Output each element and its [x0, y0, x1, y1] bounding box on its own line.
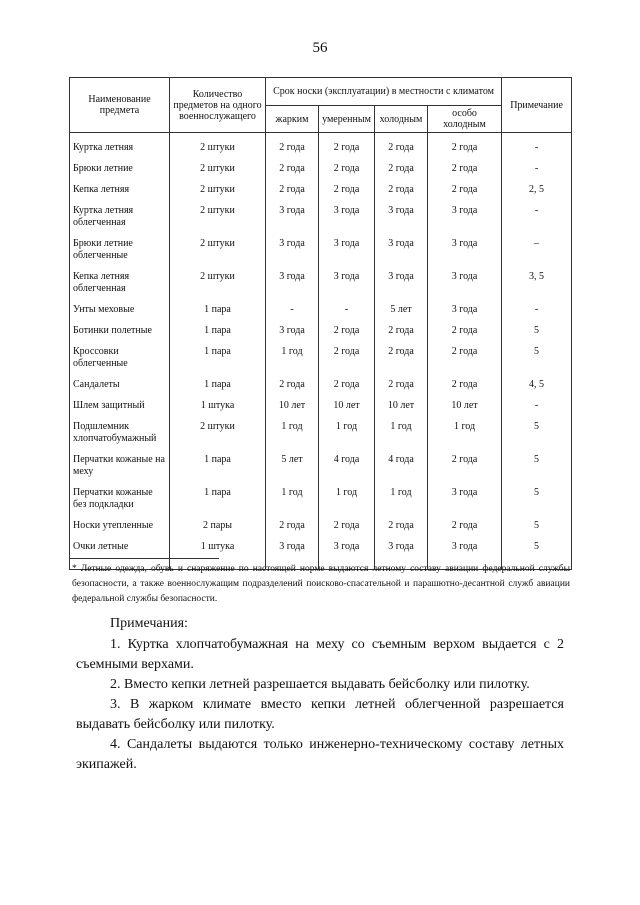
cell-note: -: [502, 205, 572, 238]
cell-term-cold: 1 год: [375, 421, 428, 454]
cell-item-name: Ботинки полетные: [70, 325, 170, 346]
cell-term-very-cold: 3 года: [428, 304, 502, 325]
cell-term-very-cold: 2 года: [428, 379, 502, 400]
table-row: [70, 304, 572, 325]
cell-note: 5: [502, 487, 572, 520]
notes-title: Примечания:: [110, 616, 188, 631]
cell-term-hot: 10 лет: [266, 400, 319, 421]
cell-quantity: 1 штука: [170, 541, 266, 570]
note-item-3: 3. В жарком климате вместо кепки летней облегченной разрешается выдавать бейсболку или пилотку.: [76, 697, 564, 732]
cell-term-cold: 2 года: [375, 184, 428, 205]
cell-note: 3, 5: [502, 271, 572, 304]
cell-term-hot: 3 года: [266, 238, 319, 271]
cell-term-cold: 3 года: [375, 205, 428, 238]
cell-term-cold: 10 лет: [375, 400, 428, 421]
cell-item-name: Куртка летняя: [70, 133, 170, 164]
cell-note: 5: [502, 541, 572, 570]
cell-item-name: Кепка летняя: [70, 184, 170, 205]
footnote: * Летные одежда, обувь и снаряжение по настоящей норме выдаются летному составу авиации федеральной службы безопасности, а также военнослужащим подразделений поисково-спасательной и парашютно-десантной служб авиации федеральной службы безопасности.: [72, 564, 570, 604]
clothing-norms-table: [69, 77, 572, 570]
page-number: 56: [312, 40, 328, 56]
cell-quantity: 1 пара: [170, 346, 266, 379]
cell-term-very-cold: 2 года: [428, 163, 502, 184]
cell-quantity: 2 штуки: [170, 271, 266, 304]
cell-quantity: 1 пара: [170, 454, 266, 487]
cell-quantity: 1 пара: [170, 304, 266, 325]
cell-term-hot: 2 года: [266, 163, 319, 184]
cell-term-moderate: 3 года: [319, 238, 375, 271]
table-row: [70, 487, 572, 520]
header-quantity: Количество предметов на одного военнослужащего: [170, 78, 266, 133]
cell-note: 5: [502, 454, 572, 487]
cell-term-moderate: 2 года: [319, 325, 375, 346]
table-row: [70, 400, 572, 421]
cell-term-cold: 3 года: [375, 271, 428, 304]
cell-term-hot: 3 года: [266, 325, 319, 346]
cell-note: -: [502, 304, 572, 325]
cell-quantity: 1 пара: [170, 325, 266, 346]
cell-term-very-cold: 2 года: [428, 325, 502, 346]
cell-quantity: 2 штуки: [170, 421, 266, 454]
table-row: [70, 184, 572, 205]
cell-term-moderate: 3 года: [319, 541, 375, 570]
cell-quantity: 2 пары: [170, 520, 266, 541]
cell-item-name: Перчатки кожаные без подкладки: [70, 487, 170, 520]
cell-quantity: 2 штуки: [170, 133, 266, 164]
cell-note: 2, 5: [502, 184, 572, 205]
cell-term-moderate: -: [319, 304, 375, 325]
table-row: [70, 325, 572, 346]
header-climate-moderate: умеренным: [319, 106, 375, 133]
cell-term-hot: 2 года: [266, 520, 319, 541]
cell-term-moderate: 2 года: [319, 346, 375, 379]
cell-item-name: Очки летные: [70, 541, 170, 570]
header-climate-cold: холодным: [375, 106, 428, 133]
table-row: [70, 379, 572, 400]
cell-quantity: 2 штуки: [170, 163, 266, 184]
cell-note: -: [502, 400, 572, 421]
cell-term-hot: 1 год: [266, 487, 319, 520]
cell-item-name: Унты меховые: [70, 304, 170, 325]
cell-term-moderate: 2 года: [319, 133, 375, 164]
cell-term-cold: 2 года: [375, 133, 428, 164]
cell-term-cold: 3 года: [375, 238, 428, 271]
cell-term-very-cold: 3 года: [428, 487, 502, 520]
cell-item-name: Перчатки кожаные на меху: [70, 454, 170, 487]
cell-term-cold: 2 года: [375, 325, 428, 346]
cell-quantity: 2 штуки: [170, 184, 266, 205]
cell-term-very-cold: 10 лет: [428, 400, 502, 421]
cell-item-name: Брюки летние: [70, 163, 170, 184]
cell-term-moderate: 3 года: [319, 271, 375, 304]
header-climate-hot: жарким: [266, 106, 319, 133]
cell-note: 5: [502, 346, 572, 379]
cell-term-cold: 5 лет: [375, 304, 428, 325]
cell-term-very-cold: 3 года: [428, 271, 502, 304]
cell-quantity: 1 пара: [170, 487, 266, 520]
cell-term-moderate: 1 год: [319, 487, 375, 520]
cell-note: 5: [502, 421, 572, 454]
note-item-1: 1. Куртка хлопчатобумажная на меху со съемным верхом выдается с 2 съемными верхами.: [76, 637, 564, 672]
cell-term-cold: 3 года: [375, 541, 428, 570]
cell-note: –: [502, 238, 572, 271]
cell-item-name: Кроссовки облегченные: [70, 346, 170, 379]
cell-item-name: Подшлемник хлопчатобумажный: [70, 421, 170, 454]
cell-item-name: Брюки летние облегченные: [70, 238, 170, 271]
cell-term-very-cold: 1 год: [428, 421, 502, 454]
cell-term-moderate: 2 года: [319, 520, 375, 541]
note-item-4: 4. Сандалеты выдаются только инженерно-техническому составу летных экипажей.: [76, 737, 564, 772]
cell-term-very-cold: 2 года: [428, 346, 502, 379]
cell-note: -: [502, 163, 572, 184]
table-row: [70, 454, 572, 487]
cell-term-cold: 2 года: [375, 163, 428, 184]
cell-term-very-cold: 2 года: [428, 454, 502, 487]
cell-note: 5: [502, 325, 572, 346]
cell-term-hot: 2 года: [266, 184, 319, 205]
cell-term-moderate: 2 года: [319, 163, 375, 184]
header-note: Примечание: [502, 78, 572, 133]
cell-term-hot: 3 года: [266, 541, 319, 570]
cell-quantity: 1 пара: [170, 379, 266, 400]
cell-item-name: Сандалеты: [70, 379, 170, 400]
cell-term-cold: 2 года: [375, 346, 428, 379]
cell-term-hot: 1 год: [266, 421, 319, 454]
cell-term-moderate: 2 года: [319, 379, 375, 400]
cell-term-very-cold: 3 года: [428, 238, 502, 271]
cell-term-very-cold: 2 года: [428, 184, 502, 205]
cell-item-name: Носки утепленные: [70, 520, 170, 541]
header-wear-term: Срок носки (эксплуатации) в местности с климатом: [266, 78, 502, 106]
table-row: [70, 163, 572, 184]
note-item-2: 2. Вместо кепки летней разрешается выдавать бейсболку или пилотку.: [110, 677, 530, 692]
cell-term-hot: 5 лет: [266, 454, 319, 487]
cell-term-moderate: 10 лет: [319, 400, 375, 421]
table-body: [70, 133, 572, 570]
footnote-divider: [69, 558, 219, 559]
cell-term-hot: 2 года: [266, 133, 319, 164]
cell-term-moderate: 3 года: [319, 205, 375, 238]
table-row: [70, 133, 572, 164]
table-row: [70, 238, 572, 271]
cell-quantity: 1 штука: [170, 400, 266, 421]
cell-note: 5: [502, 520, 572, 541]
cell-item-name: Шлем защитный: [70, 400, 170, 421]
cell-quantity: 2 штуки: [170, 238, 266, 271]
notes-section: [76, 614, 564, 775]
cell-term-hot: -: [266, 304, 319, 325]
cell-item-name: Куртка летняя облегченная: [70, 205, 170, 238]
cell-term-moderate: 1 год: [319, 421, 375, 454]
cell-term-hot: 3 года: [266, 271, 319, 304]
cell-note: 4, 5: [502, 379, 572, 400]
cell-term-hot: 3 года: [266, 205, 319, 238]
cell-term-hot: 1 год: [266, 346, 319, 379]
table-row: [70, 271, 572, 304]
cell-item-name: Кепка летняя облегченная: [70, 271, 170, 304]
cell-term-cold: 1 год: [375, 487, 428, 520]
table-row: [70, 205, 572, 238]
cell-term-moderate: 2 года: [319, 184, 375, 205]
cell-quantity: 2 штуки: [170, 205, 266, 238]
cell-term-cold: 2 года: [375, 520, 428, 541]
table-row: [70, 520, 572, 541]
cell-term-very-cold: 3 года: [428, 205, 502, 238]
cell-term-moderate: 4 года: [319, 454, 375, 487]
header-item-name: Наименование предмета: [70, 78, 170, 133]
cell-term-very-cold: 2 года: [428, 520, 502, 541]
table-row: [70, 346, 572, 379]
table-row: [70, 421, 572, 454]
cell-term-hot: 2 года: [266, 379, 319, 400]
header-climate-very-cold: особо холодным: [428, 106, 502, 133]
cell-term-cold: 4 года: [375, 454, 428, 487]
cell-term-cold: 2 года: [375, 379, 428, 400]
cell-note: -: [502, 133, 572, 164]
cell-term-very-cold: 3 года: [428, 541, 502, 570]
cell-term-very-cold: 2 года: [428, 133, 502, 164]
